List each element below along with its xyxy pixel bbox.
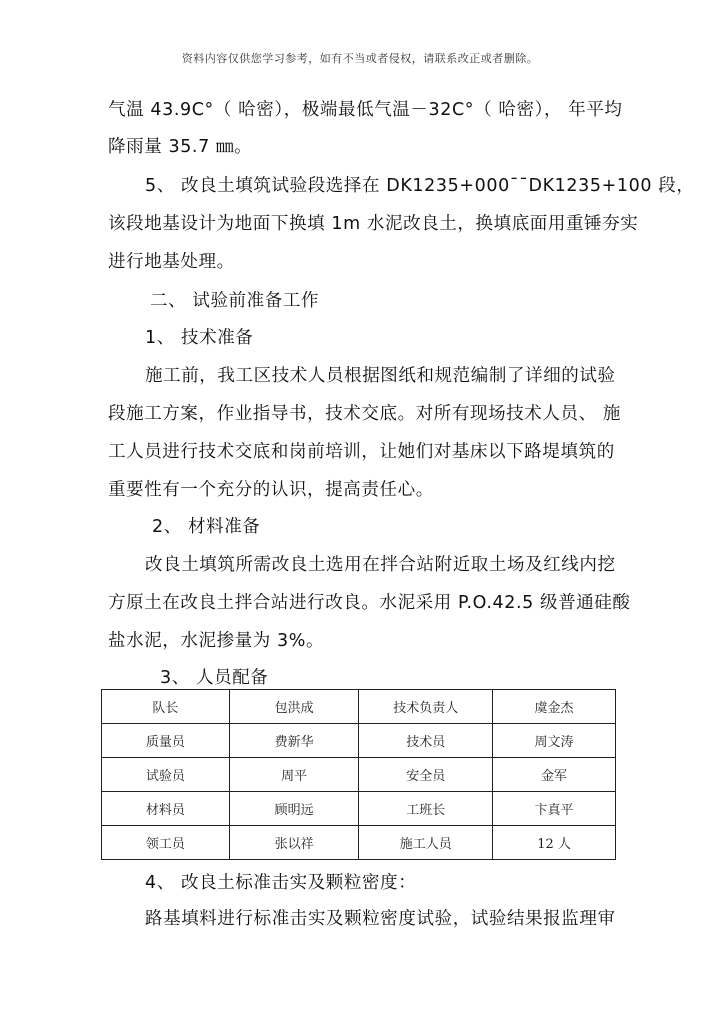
table-cell: 卞真平 bbox=[493, 792, 616, 826]
table-cell: 队长 bbox=[102, 690, 230, 724]
table-cell: 12 人 bbox=[493, 826, 616, 860]
table-cell: 技术员 bbox=[359, 724, 493, 758]
paragraph-line: 改良土填筑所需改良土选用在拌合站附近取土场及红线内挖 bbox=[145, 555, 616, 575]
paragraph-line: 盐水泥，水泥掺量为 3%。 bbox=[108, 631, 325, 651]
paragraph-line: 方原土在改良土拌合站进行改良。水泥采用 P.O.42.5 级普通硅酸 bbox=[108, 593, 631, 613]
table-cell: 张以祥 bbox=[229, 826, 359, 860]
table-cell: 技术负责人 bbox=[359, 690, 493, 724]
subsection-heading: 1、 技术准备 bbox=[145, 328, 254, 348]
staff-table bbox=[101, 689, 616, 860]
table-cell: 包洪成 bbox=[229, 690, 359, 724]
page-disclaimer: 资料内容仅供您学习参考，如有不当或者侵权，请联系改正或者删除。 bbox=[181, 52, 539, 65]
table-cell: 金军 bbox=[493, 758, 616, 792]
table-cell: 工班长 bbox=[359, 792, 493, 826]
table-cell: 材料员 bbox=[102, 792, 230, 826]
table-cell: 费新华 bbox=[229, 724, 359, 758]
table-row bbox=[102, 690, 616, 724]
paragraph-line: 该段地基设计为地面下换填 1m 水泥改良土，换填底面用重锤夯实 bbox=[108, 214, 639, 234]
subsection-heading: 4、 改良土标准击实及颗粒密度： bbox=[145, 873, 417, 893]
table-row bbox=[102, 724, 616, 758]
paragraph-line: 工人员进行技术交底和岗前培训，让她们对基床以下路堤填筑的 bbox=[108, 442, 615, 462]
table-cell: 周平 bbox=[229, 758, 359, 792]
paragraph-line: 进行地基处理。 bbox=[108, 252, 235, 272]
paragraph-line: 气温 43.9C°（ 哈密），极端最低气温－32C°（ 哈密）， 年平均 bbox=[108, 100, 623, 120]
table-cell: 领工员 bbox=[102, 826, 230, 860]
table-row bbox=[102, 826, 616, 860]
table-row bbox=[102, 792, 616, 826]
paragraph-line: 段施工方案，作业指导书，技术交底。对所有现场技术人员、 施 bbox=[108, 404, 621, 424]
table-cell: 施工人员 bbox=[359, 826, 493, 860]
table-cell: 虞金杰 bbox=[493, 690, 616, 724]
paragraph-line: 路基填料进行标准击实及颗粒密度试验，试验结果报监理审 bbox=[145, 909, 616, 929]
table-cell: 质量员 bbox=[102, 724, 230, 758]
table-row bbox=[102, 758, 616, 792]
section-heading: 二、 试验前准备工作 bbox=[150, 291, 320, 311]
table-cell: 周文涛 bbox=[493, 724, 616, 758]
paragraph-line: 施工前，我工区技术人员根据图纸和规范编制了详细的试验 bbox=[145, 366, 616, 386]
subsection-heading: 3、 人员配备 bbox=[160, 668, 269, 688]
table-cell: 顾明远 bbox=[229, 792, 359, 826]
subsection-heading: 2、 材料准备 bbox=[152, 517, 261, 537]
paragraph-line: 重要性有一个充分的认识，提高责任心。 bbox=[108, 480, 434, 500]
table-cell: 安全员 bbox=[359, 758, 493, 792]
section-item-5: 5、 改良土填筑试验段选择在 DK1235+000¯¯DK1235+100 段， bbox=[145, 176, 695, 196]
paragraph-line: 降雨量 35.7 ㎜。 bbox=[108, 137, 253, 157]
table-cell: 试验员 bbox=[102, 758, 230, 792]
